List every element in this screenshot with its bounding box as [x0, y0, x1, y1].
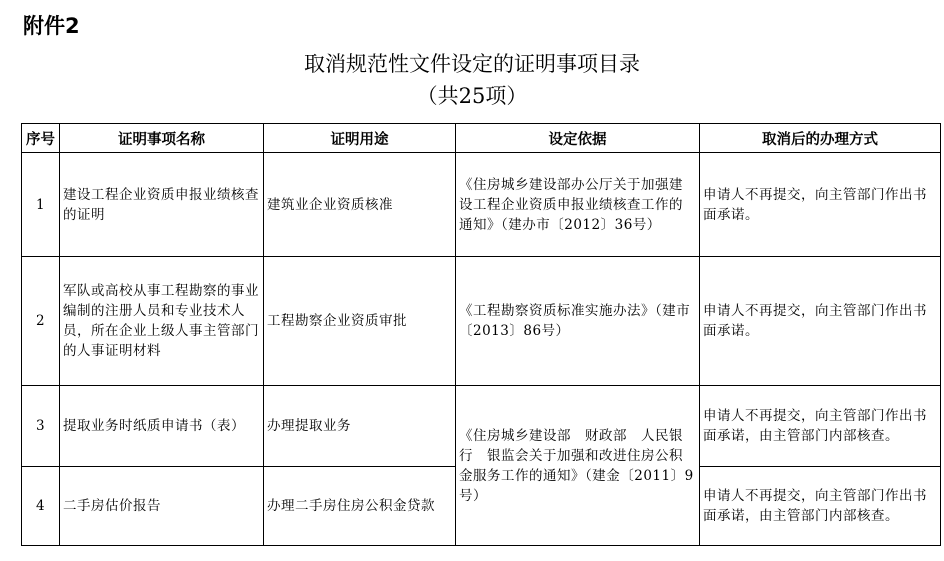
header-basis: 设定依据: [456, 124, 700, 153]
row-number: 1: [22, 153, 60, 257]
table-row: [22, 153, 941, 257]
table-header-row: [22, 124, 941, 153]
header-usage: 证明用途: [264, 124, 456, 153]
table-row: [22, 257, 941, 386]
header-serial-number: 序号: [22, 124, 60, 153]
row-number: 4: [22, 467, 60, 546]
item-method: 申请人不再提交，向主管部门作出书面承诺，由主管部门内部核查。: [700, 386, 941, 467]
header-method-after-cancel: 取消后的办理方式: [700, 124, 941, 153]
attachment-label: 附件2: [23, 14, 80, 38]
row-number: 2: [22, 257, 60, 386]
item-basis-shared: 《住房城乡建设部 财政部 人民银行 银监会关于加强和改进住房公积金服务工作的通知》（建金〔2011〕9号）: [456, 386, 700, 546]
item-method: 申请人不再提交，向主管部门作出书面承诺，由主管部门内部核查。: [700, 467, 941, 546]
item-name: 建设工程企业资质申报业绩核查的证明: [60, 153, 264, 257]
item-method: 申请人不再提交，向主管部门作出书面承诺。: [700, 257, 941, 386]
item-usage: 建筑业企业资质核准: [264, 153, 456, 257]
header-item-name: 证明事项名称: [60, 124, 264, 153]
item-method: 申请人不再提交，向主管部门作出书面承诺。: [700, 153, 941, 257]
table-row: [22, 386, 941, 467]
document-subtitle: （共25项）: [416, 84, 528, 108]
item-basis: 《工程勘察资质标准实施办法》（建市〔2013〕86号）: [456, 257, 700, 386]
certificate-items-table: [21, 123, 941, 546]
item-name: 提取业务时纸质申请书（表）: [60, 386, 264, 467]
item-usage: 办理提取业务: [264, 386, 456, 467]
row-number: 3: [22, 386, 60, 467]
item-basis: 《住房城乡建设部办公厅关于加强建设工程企业资质申报业绩核查工作的通知》（建办市〔2012〕36号）: [456, 153, 700, 257]
item-usage: 办理二手房住房公积金贷款: [264, 467, 456, 546]
item-usage: 工程勘察企业资质审批: [264, 257, 456, 386]
item-name: 军队或高校从事工程勘察的事业编制的注册人员和专业技术人员，所在企业上级人事主管部门的人事证明材料: [60, 257, 264, 386]
item-name: 二手房估价报告: [60, 467, 264, 546]
document-title: 取消规范性文件设定的证明事项目录: [304, 52, 640, 76]
